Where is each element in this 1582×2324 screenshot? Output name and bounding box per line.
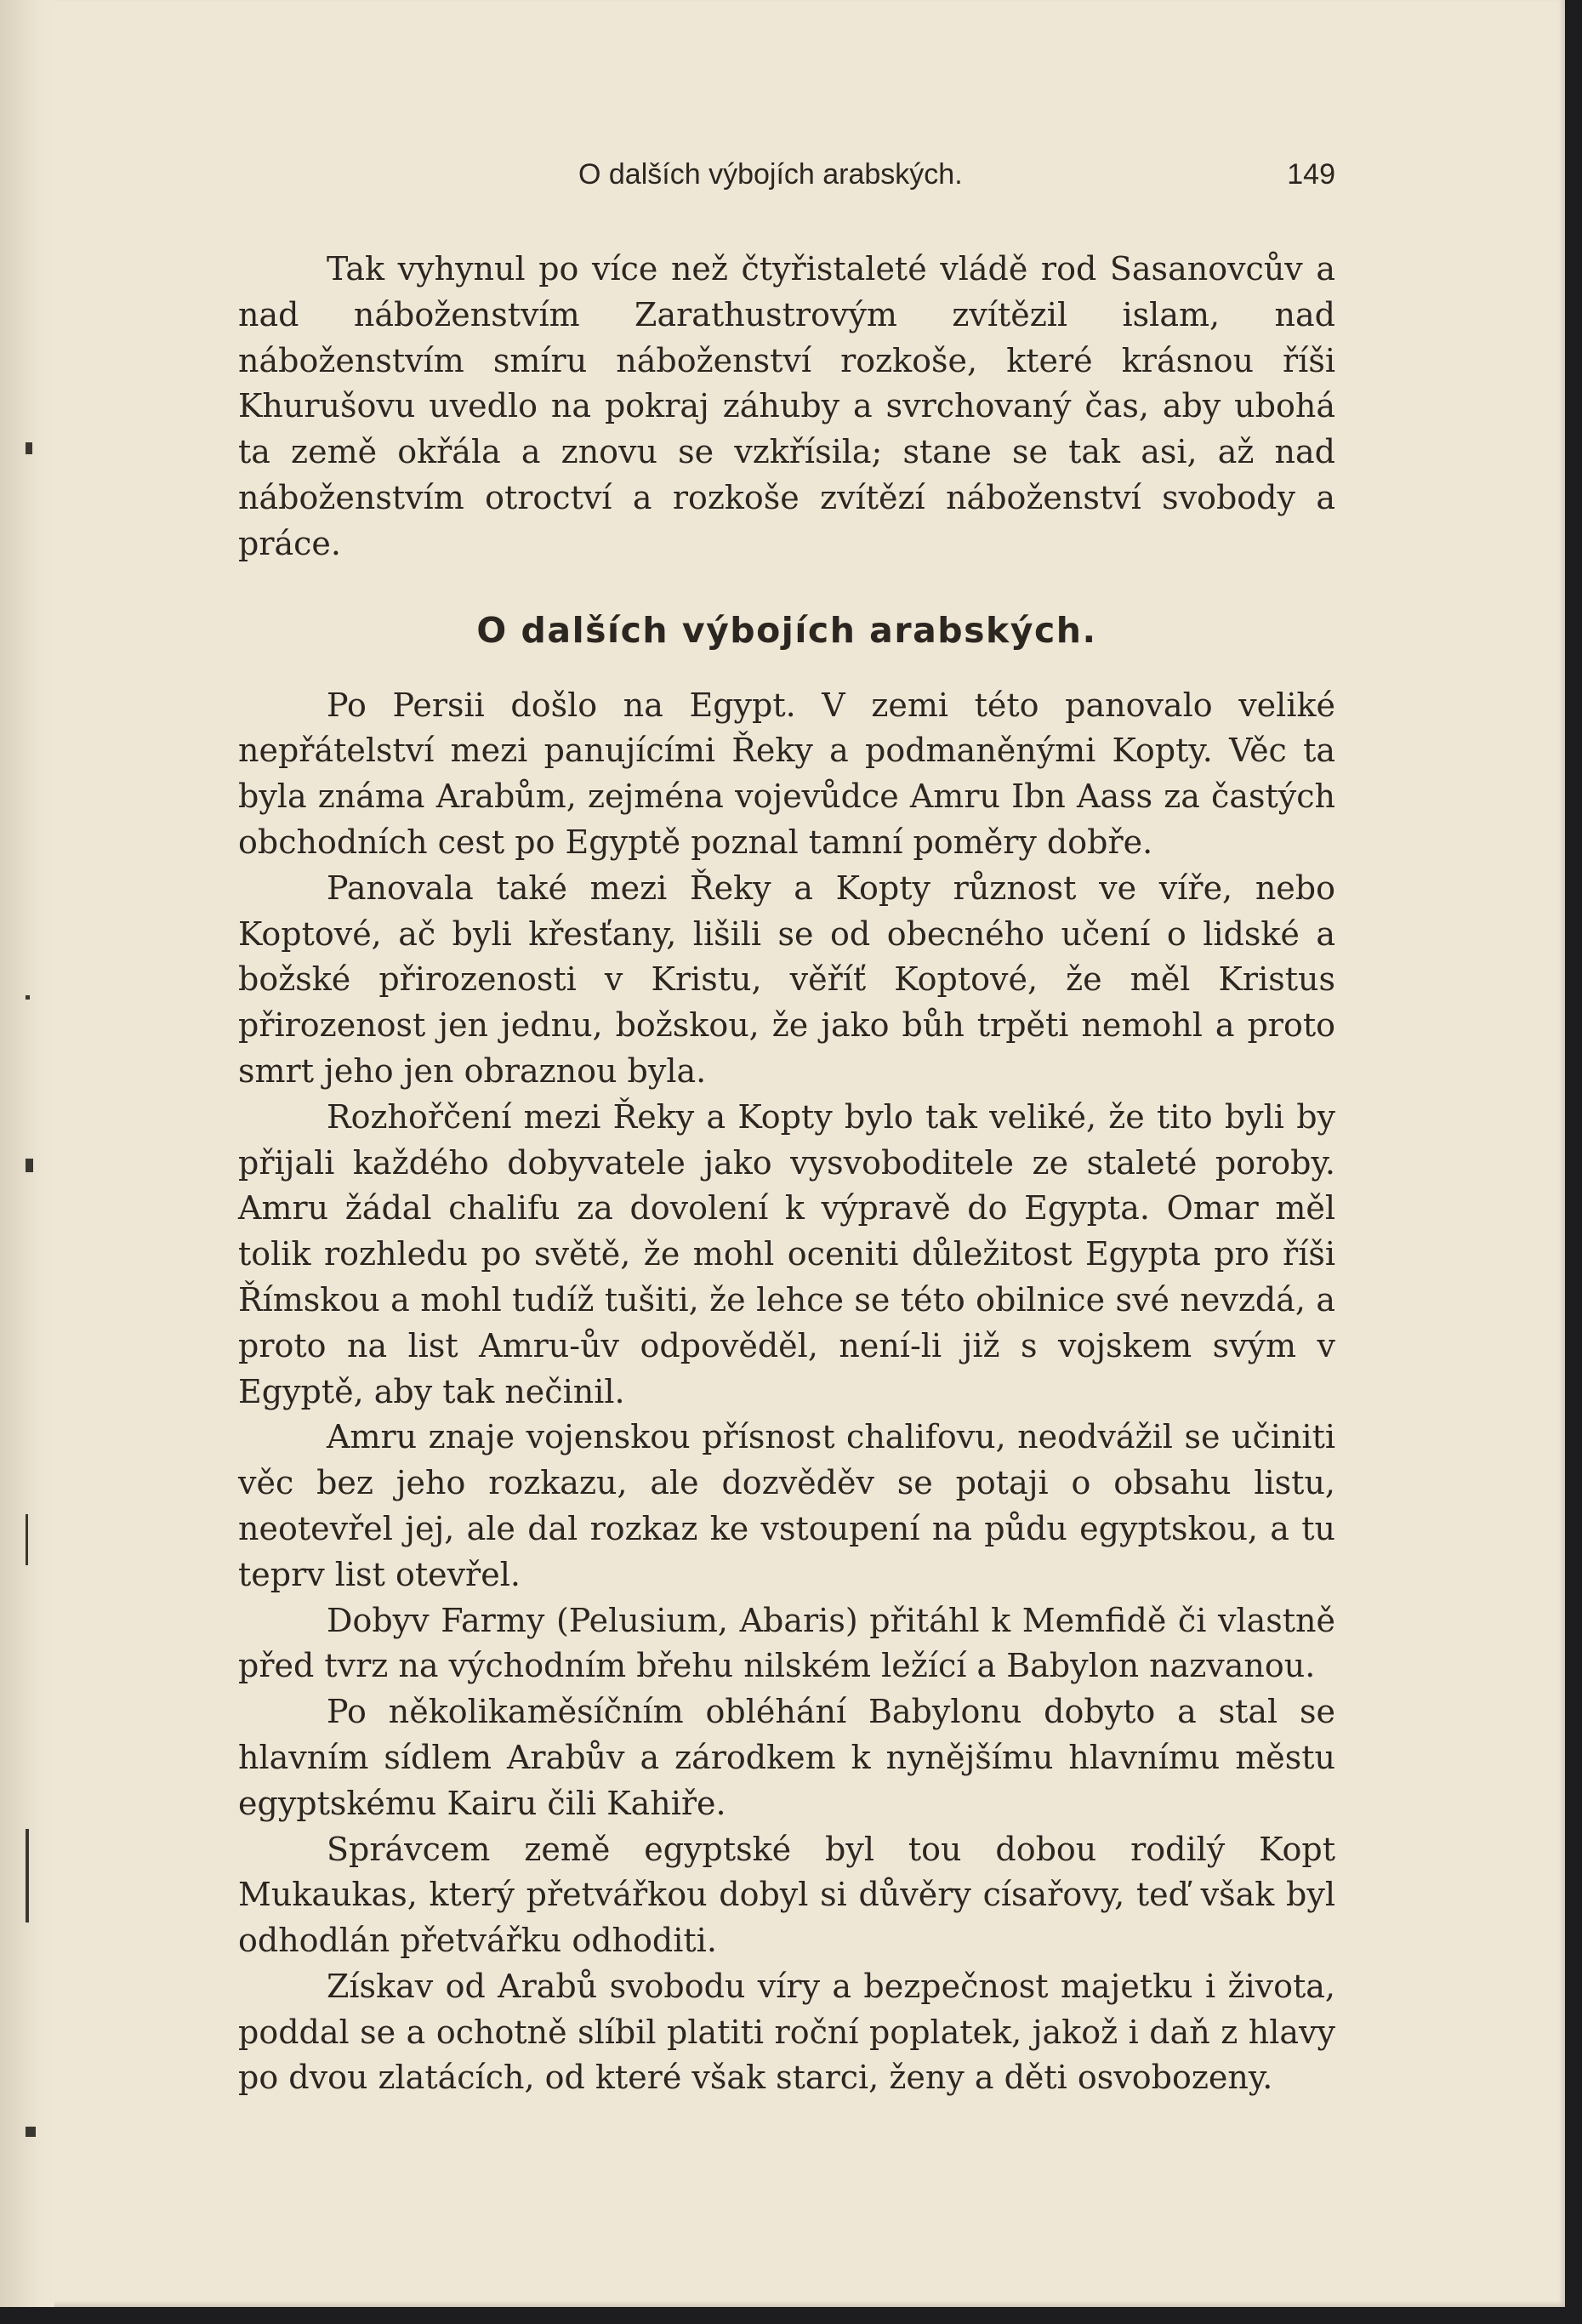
paragraph: Amru znaje vojenskou přísnost chalifovu, neodvážil se učiniti věc bez jeho rozkazu, ale dozvěděv se potaji o obsahu listu, neotevřel jej, ale dal rozkaz ke vstoupení na půdu egyptskou, a tu teprv list otevřel. <box>238 1418 1335 1593</box>
margin-mark <box>26 442 32 454</box>
margin-mark <box>26 2127 36 2137</box>
paragraph: Po několikaměsíčním obléhání Babylonu dobyto a stal se hlavním sídlem Arabův a zárodkem k nynějšímu hlavnímu městu egyptskému Kairu čili Kahiře. <box>238 1693 1335 1822</box>
paragraph: Správcem země egyptské byl tou dobou rodilý Kopt Mukaukas, který přetvářkou dobyl si důvěry císařovy, teď však byl odhodlán přetvářku odhoditi. <box>238 1830 1335 1960</box>
margin-mark <box>26 1829 29 1922</box>
intro-paragraph: Tak vyhynul po více než čtyřistaleté vládě rod Sasanovcův a nad náboženstvím Zarathustrovým zvítězil islam, nad náboženstvím smíru náboženství rozkoše, které krásnou říši Khurušovu uvedlo na pokraj záhuby a svrchovaný čas, aby ubohá ta země okřála a znovu se vzkřísila; stane se tak asi, až nad náboženstvím otroctví a rozkoše zvítězí náboženství svobody a práce. <box>238 250 1335 562</box>
running-header <box>238 158 1335 199</box>
margin-mark <box>26 1514 28 1565</box>
binding-shadow <box>0 0 54 2307</box>
body-text <box>238 247 1335 2101</box>
running-title: O dalších výbojích arabských. <box>578 158 963 191</box>
section-heading: O dalších výbojích arabských. <box>476 609 1097 651</box>
page-number: 149 <box>1287 158 1335 191</box>
paragraph: Po Persii došlo na Egypt. V zemi této panovalo veliké nepřátelství mezi panujícími Řeky a podmaněnými Kopty. Věc ta byla známa Arabům, zejména vojevůdce Amru Ibn Aass za častých obchodních cest po Egyptě poznal tamní poměry dobře. <box>238 686 1335 861</box>
paragraph: Dobyv Farmy (Pelusium, Abaris) přitáhl k Memfidě či vlastně před tvrz na východním břehu nilském ležící a Babylon nazvanou. <box>238 1601 1335 1685</box>
margin-mark <box>26 995 30 1000</box>
paragraph: Panovala také mezi Řeky a Kopty různost ve víře, nebo Koptové, ač byli křesťany, lišili se od obecného učení o lidské a božské přirozenosti v Kristu, věříť Koptové, že měl Kristus přirozenost jen jednu, božskou, že jako bůh trpěti nemohl a proto smrt jeho jen obraznou byla. <box>238 869 1335 1090</box>
paragraph: Získav od Arabů svobodu víry a bezpečnost majetku i života, poddal se a ochotně slíbil platiti roční poplatek, jakož i daň z hlavy po dvou zlatácích, od které však starci, ženy a děti osvobozeny. <box>238 1967 1335 2097</box>
paragraph: Rozhořčení mezi Řeky a Kopty bylo tak veliké, že tito byli by přijali každého dobyvatele jako vysvoboditele ze staleté poroby. Amru žádal chalifu za dovolení k výpravě do Egypta. Omar měl tolik rozhledu po světě, že mohl oceniti důležitost Egypta pro říši Římskou a mohl tudíž tušiti, že lehce se této obilnice své nevzdá, a proto na list Amru-ův odpověděl, není-li již s vojskem svým v Egyptě, aby tak nečinil. <box>238 1097 1335 1410</box>
margin-mark <box>26 1159 33 1172</box>
